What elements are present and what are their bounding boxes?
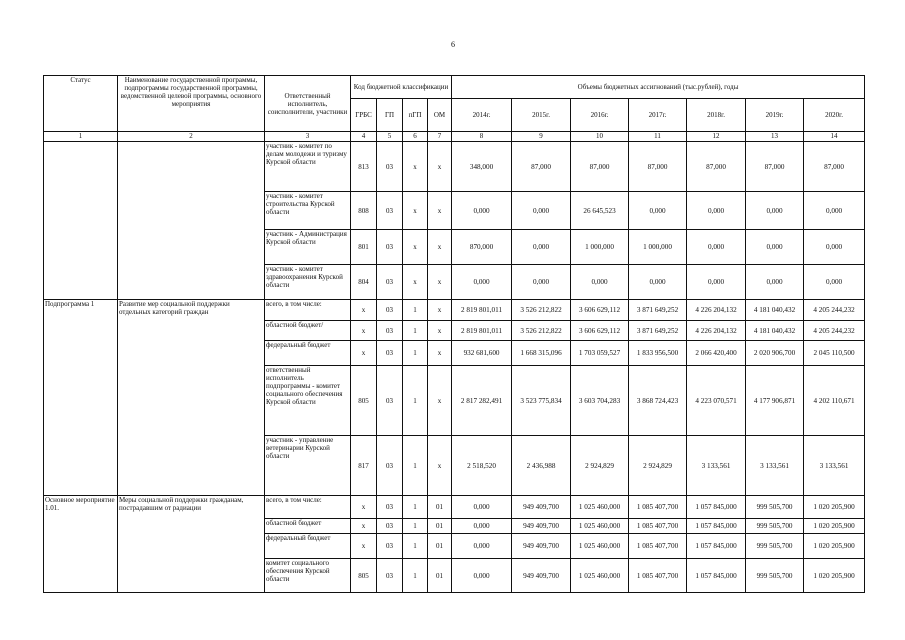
om-cell: х	[428, 436, 452, 496]
gp-cell: 03	[377, 496, 403, 519]
amount-cell: 3 526 212,822	[512, 300, 571, 321]
responsible-cell: ответственный исполнитель подпрограммы - комитет социального обеспечения Курской области	[265, 366, 351, 436]
header-om: ОМ	[428, 99, 452, 132]
amount-cell: 0,000	[571, 265, 629, 300]
amount-cell: 1 668 315,096	[512, 341, 571, 366]
responsible-cell: участник - комитет здравоохранения Курской области	[265, 265, 351, 300]
column-number: 1	[44, 132, 118, 142]
om-cell: х	[428, 366, 452, 436]
amount-cell: 4 177 906,871	[746, 366, 804, 436]
pgp-cell: х	[403, 142, 428, 192]
amount-cell: 2 066 420,400	[687, 341, 746, 366]
amount-cell: 1 833 956,500	[629, 341, 687, 366]
amount-cell: 3 133,561	[804, 436, 865, 496]
header-year: 2017г.	[629, 99, 687, 132]
amount-cell: 3 871 649,252	[629, 300, 687, 321]
amount-cell: 3 133,561	[746, 436, 804, 496]
column-number: 11	[629, 132, 687, 142]
amount-cell: 0,000	[629, 192, 687, 230]
gp-cell: 03	[377, 534, 403, 559]
amount-cell: 870,000	[452, 230, 512, 265]
gp-cell: 03	[377, 321, 403, 341]
amount-cell: 2 045 110,500	[804, 341, 865, 366]
gp-cell: 03	[377, 341, 403, 366]
amount-cell: 0,000	[512, 230, 571, 265]
amount-cell: 0,000	[452, 192, 512, 230]
status-cell: Подпрограмма 1	[44, 300, 118, 496]
program-name-cell: Развитие мер социальной поддержки отдельных категорий граждан	[118, 300, 265, 496]
amount-cell: 1 085 407,700	[629, 519, 687, 534]
pgp-cell: 1	[403, 534, 428, 559]
amount-cell: 4 226 204,132	[687, 300, 746, 321]
amount-cell: 949 409,700	[512, 534, 571, 559]
column-number: 14	[804, 132, 865, 142]
amount-cell: 0,000	[804, 192, 865, 230]
pgp-cell: 1	[403, 436, 428, 496]
gp-cell: 03	[377, 519, 403, 534]
header-status: Статус	[44, 76, 118, 132]
amount-cell: 4 223 070,571	[687, 366, 746, 436]
amount-cell: 0,000	[746, 230, 804, 265]
amount-cell: 4 205 244,232	[804, 300, 865, 321]
responsible-cell: комитет социального обеспечения Курской области	[265, 559, 351, 593]
page-number: 6	[451, 40, 455, 49]
amount-cell: 0,000	[804, 265, 865, 300]
pgp-cell: 1	[403, 559, 428, 593]
amount-cell: 4 205 244,232	[804, 321, 865, 341]
status-cell	[44, 142, 118, 300]
program-name-cell	[118, 142, 265, 300]
header-responsible: Ответственный исполнитель, соисполнители, участники	[265, 76, 351, 132]
amount-cell: 2 436,988	[512, 436, 571, 496]
column-number: 12	[687, 132, 746, 142]
amount-cell: 0,000	[804, 230, 865, 265]
column-number: 4	[351, 132, 377, 142]
amount-cell: 3 871 649,252	[629, 321, 687, 341]
pgp-cell: 1	[403, 300, 428, 321]
amount-cell: 1 025 460,000	[571, 496, 629, 519]
amount-cell: 999 505,700	[746, 534, 804, 559]
grbs-cell: х	[351, 519, 377, 534]
column-number: 7	[428, 132, 452, 142]
responsible-cell: федеральный бюджет	[265, 534, 351, 559]
amount-cell: 0,000	[746, 192, 804, 230]
amount-cell: 3 603 704,283	[571, 366, 629, 436]
grbs-cell: 808	[351, 192, 377, 230]
gp-cell: 03	[377, 142, 403, 192]
amount-cell: 999 505,700	[746, 496, 804, 519]
amount-cell: 932 681,600	[452, 341, 512, 366]
table-row	[44, 496, 865, 519]
amount-cell: 1 000,000	[571, 230, 629, 265]
responsible-cell: участник - управление ветеринарии Курской области	[265, 436, 351, 496]
amount-cell: 949 409,700	[512, 559, 571, 593]
amount-cell: 2 817 282,491	[452, 366, 512, 436]
amount-cell: 4 202 110,671	[804, 366, 865, 436]
header-volumes: Объемы бюджетных ассигнований (тыс.рублей), годы	[452, 76, 865, 99]
amount-cell: 0,000	[512, 192, 571, 230]
amount-cell: 1 025 460,000	[571, 559, 629, 593]
column-number: 6	[403, 132, 428, 142]
header-year: 2015г.	[512, 99, 571, 132]
amount-cell: 3 133,561	[687, 436, 746, 496]
amount-cell: 2 020 906,700	[746, 341, 804, 366]
header-gp: ГП	[377, 99, 403, 132]
table-row	[44, 300, 865, 321]
grbs-cell: х	[351, 496, 377, 519]
amount-cell: 2 819 801,011	[452, 300, 512, 321]
grbs-cell: 805	[351, 366, 377, 436]
amount-cell: 2 924,829	[571, 436, 629, 496]
amount-cell: 1 057 845,000	[687, 534, 746, 559]
responsible-cell: участник - комитет строительства Курской области	[265, 192, 351, 230]
gp-cell: 03	[377, 265, 403, 300]
pgp-cell: х	[403, 230, 428, 265]
grbs-cell: х	[351, 534, 377, 559]
program-name-cell: Меры социальной поддержки гражданам, пострадавшим от радиации	[118, 496, 265, 593]
amount-cell: 0,000	[452, 496, 512, 519]
pgp-cell: 1	[403, 321, 428, 341]
amount-cell: 999 505,700	[746, 519, 804, 534]
amount-cell: 0,000	[687, 230, 746, 265]
grbs-cell: 817	[351, 436, 377, 496]
om-cell: 01	[428, 519, 452, 534]
amount-cell: 0,000	[452, 559, 512, 593]
header-year: 2018г.	[687, 99, 746, 132]
amount-cell: 949 409,700	[512, 519, 571, 534]
amount-cell: 87,000	[512, 142, 571, 192]
pgp-cell: х	[403, 192, 428, 230]
amount-cell: 2 924,829	[629, 436, 687, 496]
column-number: 8	[452, 132, 512, 142]
header-budget-code: Код бюджетной классификации	[351, 76, 452, 99]
amount-cell: 87,000	[629, 142, 687, 192]
responsible-cell: всего, в том числе:	[265, 496, 351, 519]
header-pgp: пГП	[403, 99, 428, 132]
column-number: 3	[265, 132, 351, 142]
amount-cell: 87,000	[571, 142, 629, 192]
amount-cell: 87,000	[746, 142, 804, 192]
amount-cell: 1 025 460,000	[571, 519, 629, 534]
grbs-cell: 804	[351, 265, 377, 300]
gp-cell: 03	[377, 300, 403, 321]
amount-cell: 87,000	[804, 142, 865, 192]
amount-cell: 0,000	[452, 519, 512, 534]
amount-cell: 87,000	[687, 142, 746, 192]
pgp-cell: 1	[403, 366, 428, 436]
gp-cell: 03	[377, 192, 403, 230]
column-numbers-row	[44, 132, 865, 142]
table-row	[44, 142, 865, 192]
responsible-cell: федеральный бюджет	[265, 341, 351, 366]
om-cell: х	[428, 321, 452, 341]
status-cell: Основное мероприятие 1.01.	[44, 496, 118, 593]
amount-cell: 4 226 204,132	[687, 321, 746, 341]
grbs-cell: х	[351, 321, 377, 341]
amount-cell: 0,000	[512, 265, 571, 300]
amount-cell: 4 181 040,432	[746, 300, 804, 321]
om-cell: х	[428, 230, 452, 265]
amount-cell: 3 523 775,834	[512, 366, 571, 436]
budget-table	[43, 75, 865, 593]
amount-cell: 1 085 407,700	[629, 496, 687, 519]
column-number: 2	[118, 132, 265, 142]
om-cell: 01	[428, 534, 452, 559]
responsible-cell: всего, в том числе:	[265, 300, 351, 321]
gp-cell: 03	[377, 559, 403, 593]
om-cell: х	[428, 192, 452, 230]
amount-cell: 1 057 845,000	[687, 559, 746, 593]
column-number: 10	[571, 132, 629, 142]
pgp-cell: 1	[403, 341, 428, 366]
grbs-cell: х	[351, 341, 377, 366]
amount-cell: 2 518,520	[452, 436, 512, 496]
responsible-cell: участник - комитет по делам молодежи и туризму Курской области	[265, 142, 351, 192]
responsible-cell: областной бюджет	[265, 519, 351, 534]
amount-cell: 949 409,700	[512, 496, 571, 519]
om-cell: 01	[428, 496, 452, 519]
grbs-cell: х	[351, 300, 377, 321]
header-year: 2014г.	[452, 99, 512, 132]
column-number: 5	[377, 132, 403, 142]
amount-cell: 0,000	[452, 534, 512, 559]
amount-cell: 3 606 629,112	[571, 300, 629, 321]
header-year: 2020г.	[804, 99, 865, 132]
responsible-cell: участник - Администрация Курской области	[265, 230, 351, 265]
pgp-cell: 1	[403, 519, 428, 534]
amount-cell: 1 057 845,000	[687, 519, 746, 534]
om-cell: 01	[428, 559, 452, 593]
grbs-cell: 801	[351, 230, 377, 265]
amount-cell: 0,000	[452, 265, 512, 300]
om-cell: х	[428, 142, 452, 192]
amount-cell: 1 703 059,527	[571, 341, 629, 366]
amount-cell: 3 606 629,112	[571, 321, 629, 341]
gp-cell: 03	[377, 436, 403, 496]
om-cell: х	[428, 341, 452, 366]
amount-cell: 0,000	[629, 265, 687, 300]
amount-cell: 1 000,000	[629, 230, 687, 265]
column-number: 9	[512, 132, 571, 142]
amount-cell: 1 020 205,900	[804, 559, 865, 593]
amount-cell: 0,000	[687, 265, 746, 300]
amount-cell: 4 181 040,432	[746, 321, 804, 341]
grbs-cell: 813	[351, 142, 377, 192]
pgp-cell: 1	[403, 496, 428, 519]
header-year: 2016г.	[571, 99, 629, 132]
amount-cell: 26 645,523	[571, 192, 629, 230]
header-name: Наименование государственной программы, подпрограммы государственной программы, ведомственной целевой программы, основного мероприятия	[118, 76, 265, 132]
amount-cell: 3 868 724,423	[629, 366, 687, 436]
responsible-cell: областной бюджет/	[265, 321, 351, 341]
header-year: 2019г.	[746, 99, 804, 132]
amount-cell: 1 025 460,000	[571, 534, 629, 559]
amount-cell: 1 020 205,900	[804, 496, 865, 519]
amount-cell: 1 085 407,700	[629, 559, 687, 593]
gp-cell: 03	[377, 366, 403, 436]
amount-cell: 1 057 845,000	[687, 496, 746, 519]
amount-cell: 2 819 801,011	[452, 321, 512, 341]
om-cell: х	[428, 300, 452, 321]
grbs-cell: 805	[351, 559, 377, 593]
pgp-cell: х	[403, 265, 428, 300]
gp-cell: 03	[377, 230, 403, 265]
amount-cell: 3 526 212,822	[512, 321, 571, 341]
amount-cell: 1 020 205,900	[804, 534, 865, 559]
amount-cell: 348,000	[452, 142, 512, 192]
amount-cell: 999 505,700	[746, 559, 804, 593]
amount-cell: 0,000	[687, 192, 746, 230]
amount-cell: 1 085 407,700	[629, 534, 687, 559]
table-body	[44, 142, 865, 593]
amount-cell: 0,000	[746, 265, 804, 300]
om-cell: х	[428, 265, 452, 300]
column-number: 13	[746, 132, 804, 142]
amount-cell: 1 020 205,900	[804, 519, 865, 534]
header-grbs: ГРБС	[351, 99, 377, 132]
